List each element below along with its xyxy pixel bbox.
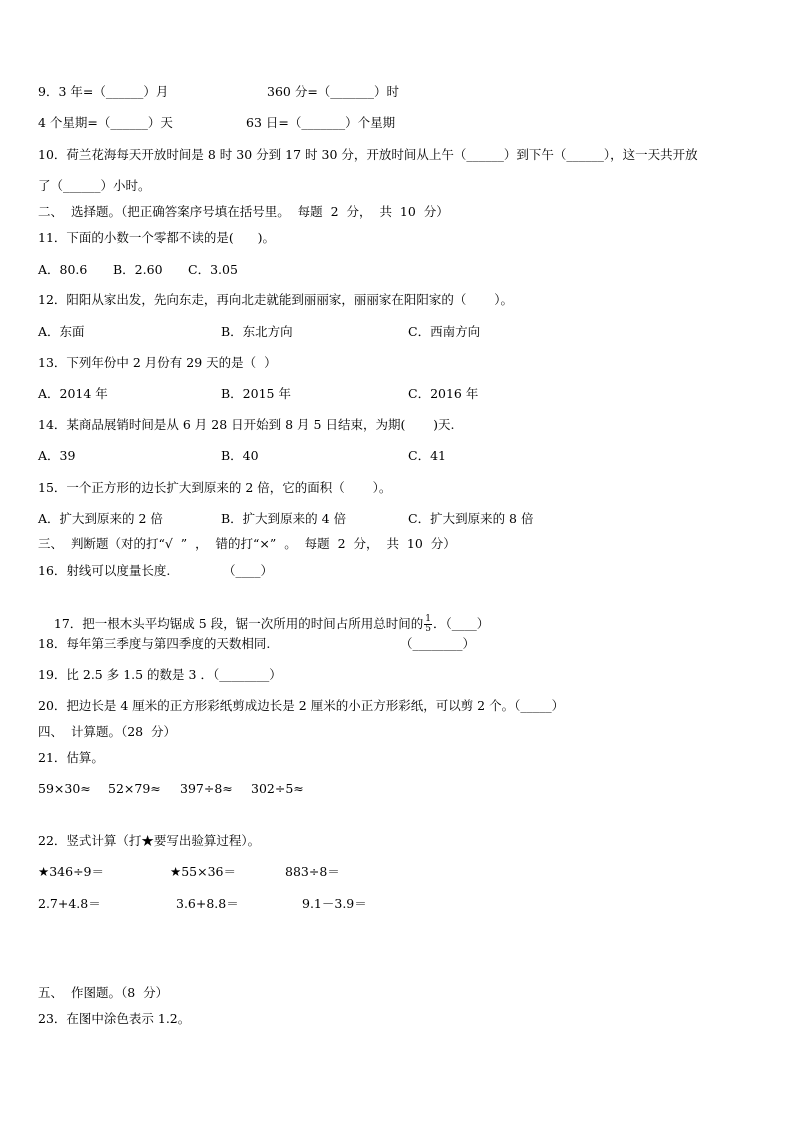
question-20: 20．把边长是 4 厘米的正方形彩纸剪成边长是 2 厘米的小正方形彩纸，可以剪 2 个。（_____）: [38, 698, 565, 713]
q22-item-c: 883÷8＝: [285, 864, 340, 879]
section-4-heading: 四、 计算题。（28 分）: [38, 724, 177, 739]
q12-option-b: B．东北方向: [221, 324, 293, 339]
q22-item-f: 9.1－3.9＝: [302, 896, 367, 911]
q15-option-c: C．扩大到原来的 8 倍: [408, 511, 534, 526]
question-11: 11．下面的小数一个零都不读的是( )。: [38, 230, 276, 245]
question-10-line1: 10．荷兰花海每天开放时间是 8 时 30 分到 17 时 30 分，开放时间从上午（______）到下午（______），这一天共开放: [38, 147, 698, 162]
q22-item-d: 2.7+4.8＝: [38, 896, 101, 911]
q21-item-c: 397÷8≈: [180, 781, 233, 796]
q18-text: 18．每年第三季度与第四季度的天数相同.: [38, 636, 271, 651]
q11-option-b: B．2.60: [113, 262, 163, 277]
q22-item-b: ★55×36＝: [170, 864, 236, 879]
q14-option-c: C．41: [408, 448, 446, 463]
q13-option-a: A．2014 年: [38, 386, 108, 401]
q13-option-c: C．2016 年: [408, 386, 479, 401]
q15-option-b: B．扩大到原来的 4 倍: [221, 511, 347, 526]
q9b-part-b: 63 日=（_______）个星期: [246, 115, 396, 130]
question-22-row2: [38, 896, 367, 976]
q9-part-b: 360 分=（_______）时: [267, 84, 400, 99]
q11-option-c: C．3.05: [188, 262, 238, 277]
q9b-part-a: 4 个星期=（______）天: [38, 115, 173, 130]
q17-fraction: [424, 615, 432, 634]
question-12: 12．阳阳从家出发，先向东走，再向北走就能到丽丽家，丽丽家在阳阳家的（ ）。: [38, 292, 513, 307]
q22-item-e: 3.6+8.8＝: [176, 896, 239, 911]
q21-item-a: 59×30≈: [38, 781, 91, 796]
question-14: 14．某商品展销时间是从 6 月 28 日开始到 8 月 5 日结束，为期( )天.: [38, 417, 455, 432]
section-2-heading: 二、 选择题。（把正确答案序号填在括号里。 每题 2 分， 共 10 分）: [38, 204, 449, 219]
q21-item-b: 52×79≈: [108, 781, 161, 796]
q16-answer-blank: （____）: [223, 563, 274, 578]
q14-option-a: A．39: [38, 448, 76, 463]
q16-text: 16．射线可以度量长度.: [38, 563, 171, 578]
question-21: 21．估算。: [38, 750, 104, 765]
q12-option-c: C．西南方向: [408, 324, 481, 339]
section-3-heading: 三、 判断题（对的打“√ ” ， 错的打“×” 。 每题 2 分， 共 10 分）: [38, 536, 456, 551]
question-13: 13．下列年份中 2 月份有 29 天的是（ ）: [38, 355, 277, 370]
q14-option-b: B．40: [221, 448, 259, 463]
q18-answer-blank: （________）: [400, 636, 476, 651]
q21-item-d: 302÷5≈: [251, 781, 304, 796]
q11-option-a: A．80.6: [38, 262, 88, 277]
q17-answer-blank: ．（____）: [432, 616, 490, 631]
question-15: 15．一个正方形的边长扩大到原来的 2 倍，它的面积（ ）。: [38, 480, 392, 495]
question-10-line2: 了（______）小时。: [38, 178, 151, 193]
section-5-heading: 五、 作图题。（8 分）: [38, 985, 169, 1000]
question-23: 23．在图中涂色表示 1.2。: [38, 1011, 191, 1026]
question-19: 19．比 2.5 多 1.5 的数是 3 ．（________）: [38, 667, 282, 682]
q9-part-a: 9．3 年=（______）月: [38, 84, 169, 99]
q17-text: 17．把一根木头平均锯成 5 段，锯一次所用的时间占所用总时间的: [53, 616, 424, 631]
q22-item-a: ★346÷9＝: [38, 864, 104, 879]
q15-option-a: A．扩大到原来的 2 倍: [38, 511, 163, 526]
q17-fraction-denominator: 5: [425, 624, 431, 634]
question-22: 22．竖式计算（打★要写出验算过程）。: [38, 833, 261, 848]
q12-option-a: A．东面: [38, 324, 85, 339]
q13-option-b: B．2015 年: [221, 386, 291, 401]
q17-fraction-numerator: 1: [425, 614, 431, 624]
